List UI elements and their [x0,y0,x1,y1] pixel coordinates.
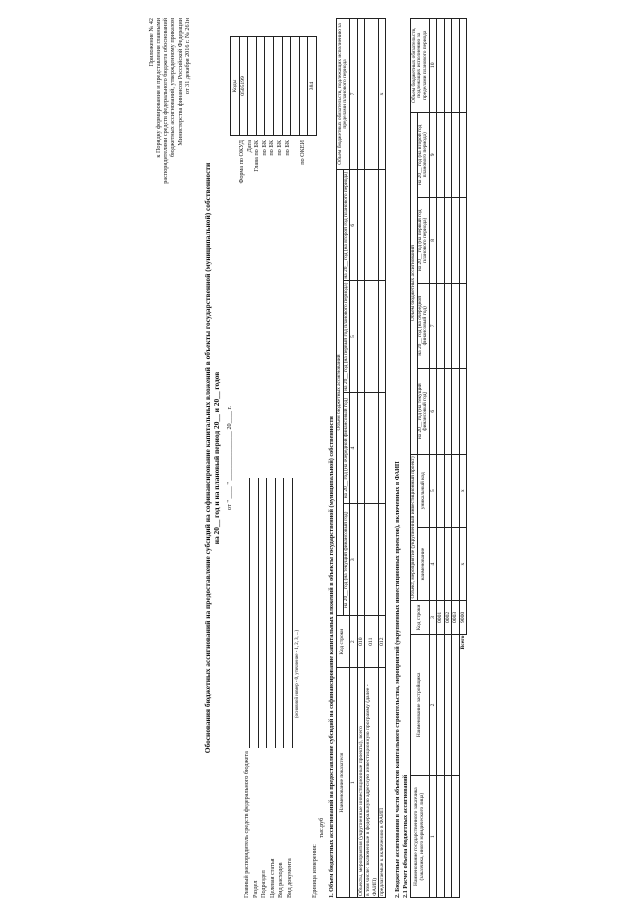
s2-col-object: Объект, мероприятие (укрупненный инвестиционный проект) [411,454,418,601]
s2-col-recipient: Наименование государственного заказчика (заказчика, иного юридического лица) [411,776,430,898]
bk-chapter-code[interactable] [256,37,265,136]
appendix-line-3: бюджетных ассигнований, утвержденному приказом [169,18,177,157]
table-row-total: Всего 9000 x x [459,19,466,898]
meta-fields [243,478,303,898]
okud-code: 0505199 [239,37,248,136]
unit-value: тыс.руб [318,817,325,838]
table-row: в том числе: включенные в федеральную адресную инвестиционную программу (далее - ФАИП) 011 [365,19,379,898]
field-document-type[interactable]: Вид документа [286,478,295,898]
section-1-title: 1. Объем бюджетных ассигнований на предоставление субсидий на софинансирование капитальных вложений в объекты государственной (муниципальной) собственности [328,416,335,898]
appendix-line-2: распорядителями средств федерального бюджета обоснований [162,18,170,184]
s1-col-current-year: на 20__ год (на текущий финансовый год) [343,504,350,616]
appendix-line-4: Министерства финансов Российской Федерации [176,18,184,146]
table-row: 0002 [444,19,451,898]
s2-col-code: Код строки [411,601,430,634]
s1-col-obligations: Объем бюджетных обязательств, подлежащих исполнению за пределами планового периода [337,19,350,170]
codes-labels [238,140,306,268]
document-title-line-2: на 20__ год и на плановый период 20__ и 20__ годов [212,371,221,545]
appendix-line-1: к Порядку формирования и представления главными [155,18,163,158]
field-subsection[interactable]: Подраздел [260,478,269,898]
bk-code-3[interactable] [282,37,291,136]
codes-header: Коды [231,37,240,136]
s2-col-second-plan-year: на 20__ год (на второй год планового периода) [417,112,429,197]
table-row: предлагаемые к включению в ФАИП 012 x [379,19,386,898]
s2-col-object-code: уникальный код [417,454,429,527]
bk-code-1[interactable] [265,37,274,136]
table-row: 0001 [437,19,444,898]
s2-col-construction: Наименование застройщика [411,634,430,776]
field-target-item[interactable]: Целевая статья [269,478,278,898]
table-row: Объекты, мероприятия (укрупненные инвестиционные проекты), всего 010 [357,19,364,898]
bk-label-4: по БК [283,140,291,156]
document-title: Обоснования бюджетных ассигнований на предоставление субсидий на софинансирование капитальных вложений в объекты государственной (муниципальной) собственности [203,162,212,754]
unit-line: Единица измерения: [311,844,318,898]
field-chief-manager[interactable]: Главный распорядитель средств федерального бюджета [243,478,252,898]
s1-col-second-plan-year: на 20__ год (на второй год планового периода) [343,169,350,280]
field-hint: (основной номер - 0, уточнение - 1, 2, 3, ...) [294,629,300,718]
s2-col-first-plan-year: на 20__ год (на первый год планового периода) [417,198,429,283]
bk-label-1: по БК [260,140,268,156]
bk-code-2[interactable] [273,37,282,136]
codes-table [230,36,317,136]
s2-col-object-name: наименование [417,527,429,600]
s2-col-volume: Объем бюджетных ассигнований [411,112,418,454]
okei-label: по ОКЕИ [298,140,306,165]
appendix-header [148,18,191,318]
bk-code-4[interactable] [291,37,300,136]
s1-col-code: Код строки [337,615,350,667]
appendix-number: Приложение № 42 [148,18,155,67]
s1-col-volume: Объем бюджетных ассигнований [337,169,344,615]
section-2-title: 2. Бюджетные ассигнования в части объектов капитального строительства, мероприятий (укрупненных инвестиционных проектов), включенных в ФАИП [394,461,401,898]
s1-col-name: Наименование показателя [337,668,350,898]
s1-col-first-plan-year: на 20__ год (на первый год планового периода) [342,282,349,391]
okei-code: 384 [308,37,317,136]
bk-label-2: по БК [268,140,276,156]
section-2-table: Наименование государственного заказчика (заказчика, иного юридического лица) Наименование застройщика Код строки Объект, мероприятие (укрупненный инвестиционный проект) Объем бюджетных ассигнований Объем бюджетных обязательств, подлежащих исполнению за пределами планового периода наименование уникальный код на 20__ год (на текущий финансовый год) на 20__ год (на очередной финансовый год) на 20__ год (на первый год планового периода) на 20__ год (на второй год планового периода) 1 2 3 4 5 6 7 8 9 10 0001 0002 0003 Всего 9000 x x [410,18,467,898]
field-section[interactable]: Раздел [252,478,261,898]
bk-chapter-label: Глава по БК [253,140,261,172]
s1-col-next-year: на 20__ год (на очередной финансовый год) [343,392,350,504]
s2-col-current-year: на 20__ год (на текущий финансовый год) [417,369,429,454]
date-line: от " ____ " ________________ 20____ г. [226,406,233,510]
field-expense-type[interactable]: Вид расходов [277,478,286,898]
appendix-line-5: от 31 декабря 2016 г. № 261н [183,18,191,95]
blank-code[interactable] [299,37,308,136]
section-2-1-title: 2.1 Расчет объема бюджетных ассигнований [402,774,409,898]
blank-label [291,140,299,268]
date-label: Дата [245,140,253,153]
section-1-table: Наименование показателя Код строки Объем бюджетных ассигнований Объем бюджетных обязательств, подлежащих исполнению за пределами планового периода на 20__ год (на текущий финансовый год) на 20__ год (на очередной финансовый год) на 20__ год (на первый год планового периода) на 20__ год (на второй год планового периода) 1 2 3 4 5 6 7 Объекты, мероприятия (укрупненные инвестиционные проекты), всего 010 в том числе: включенные в федеральную адресную инвестиционную программу (далее - ФАИП) 011 предлагаемые к включению в ФАИП 012 x [336,18,386,898]
okud-label: Форма по ОКУД [238,140,245,184]
bk-label-3: по БК [275,140,283,156]
s2-col-next-year: на 20__ год (на очередной финансовый год) [417,283,429,368]
date-code[interactable] [248,37,257,136]
table-row: 0003 [452,19,459,898]
document-page [148,18,466,898]
s2-col-obligations: Объем бюджетных обязательств, подлежащих исполнению за пределами планового периода [411,19,430,113]
